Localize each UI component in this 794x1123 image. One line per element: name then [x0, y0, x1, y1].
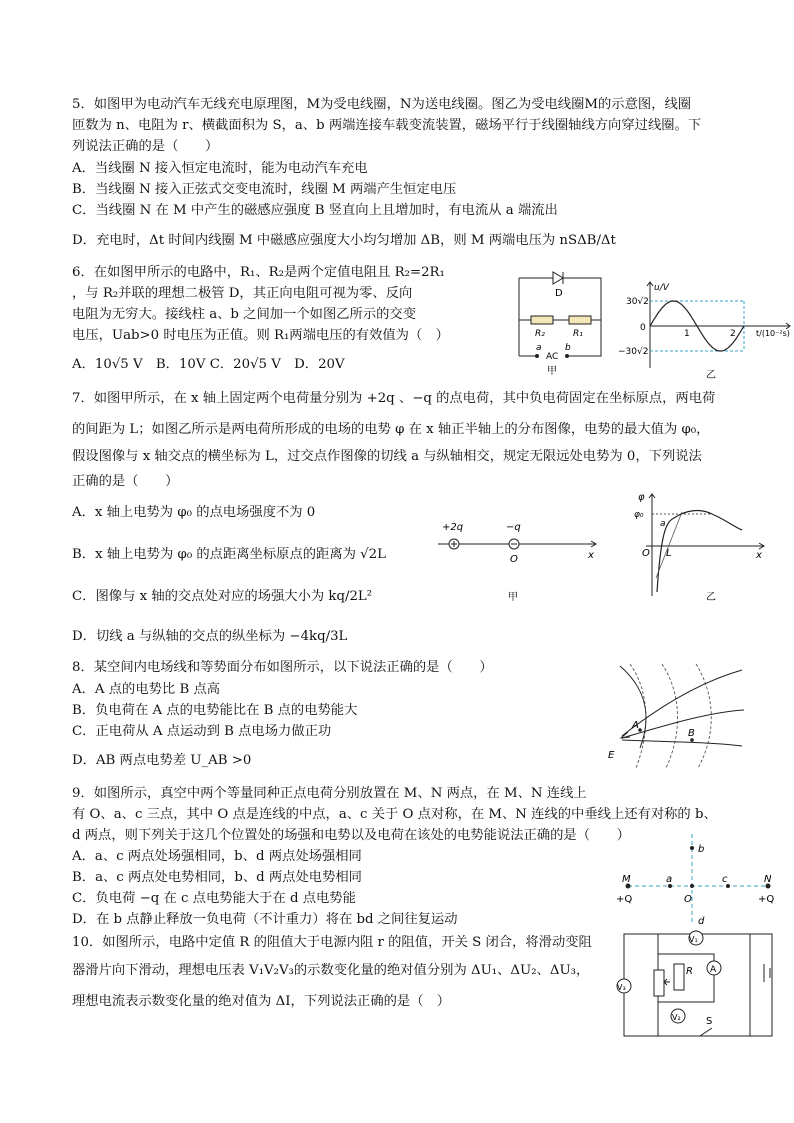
q7-label-phi: φ	[638, 492, 645, 503]
q6-xlabel: t/(10⁻²s)	[756, 329, 790, 338]
resistor-r2-icon	[531, 316, 553, 324]
q6-label-r1: R₁	[573, 329, 583, 339]
q7-caption-yi: 乙	[706, 592, 716, 603]
q9-label-b: b	[698, 844, 705, 855]
q5-option-d: D．充电时，Δt 时间内线圈 M 中磁感应强度大小均匀增加 ΔB，则 M 两端电压为 nSΔB/Δt	[72, 233, 616, 248]
rheostat-icon	[654, 970, 664, 996]
q10-label-v3: V₃	[617, 983, 626, 992]
q6-label-d: D	[555, 288, 563, 299]
q10-label-v2: V₂	[672, 1013, 681, 1022]
q7-label-phi0: φ₀	[634, 510, 644, 520]
q5-stem-line-3: 列说法正确的是（ ）	[72, 139, 219, 154]
q8-option-d: D．AB 两点电势差 U_AB >0	[72, 753, 252, 768]
resistor-r-icon	[674, 964, 684, 990]
q8-option-b: B．负电荷在 A 点的电势能比在 B 点的电势能大	[72, 703, 358, 718]
q6-tick-t2: 2	[730, 329, 736, 339]
q7-option-a: A．x 轴上电势为 φ₀ 的点电场强度不为 0	[72, 505, 316, 520]
q7-label-n: −q	[506, 522, 521, 533]
q7-label-l: L	[666, 548, 672, 559]
q7-option-c: C．图像与 x 轴的交点处对应的场强大小为 kq/2L²	[72, 589, 373, 604]
q6-stem-line-4: 电压，Uab>0 时电压为正值。则 R₁两端电压的有效值为（ ）	[72, 328, 449, 343]
q7-label-o: O	[642, 548, 650, 559]
q10-label-a: A	[710, 965, 717, 975]
q7-stem-line-1: 7．如图甲所示，在 x 轴上固定两个电荷量分别为 +2q 、−q 的点电荷，其中负电荷固定在坐标原点，两电荷	[72, 391, 716, 406]
q5-stem-line-2: 匝数为 n、电阻为 r、横截面积为 S，a、b 两端连接车载变流装置，磁场平行于线圈轴线方向穿过线圈。下	[72, 118, 702, 133]
q7-option-b: B．x 轴上电势为 φ₀ 的点距离坐标原点的距离为 √2L	[72, 547, 386, 562]
q7-potential-graph	[628, 492, 768, 604]
q9-stem-line-1: 9．如图所示，真空中两个等量同种正点电荷分别放置在 M、N 两点，在 M、N 连线上	[72, 786, 587, 801]
q10-label-r: R	[686, 966, 693, 977]
q6-label-b: b	[565, 343, 571, 353]
q7-label-x: x	[588, 550, 594, 561]
q9-option-b: B．a、c 两点处电势相同，b、d 两点处电势相同	[72, 870, 362, 885]
q10-label-v1: V₁	[689, 935, 698, 944]
q6-ylabel: u/V	[654, 283, 669, 293]
q6-stem-line-3: 电阻为无穷大。接线柱 a、b 之间加一个如图乙所示的交变	[72, 307, 417, 322]
q8-option-a: A．A 点的电势比 B 点高	[72, 682, 221, 697]
q6-voltage-graph	[618, 280, 794, 380]
q9-label-m: M	[622, 874, 631, 885]
q7-label-p: +2q	[442, 522, 464, 533]
q8-stem: 8．某空间内电场线和等势面分布如图所示，以下说法正确的是（ ）	[72, 660, 493, 675]
q7-stem-line-4: 正确的是（ ）	[72, 474, 179, 489]
q9-option-c: C．负电荷 −q 在 c 点电势能大于在 d 点电势能	[72, 891, 356, 906]
q6-stem-line-1: 6．在如图甲所示的电路中，R₁、R₂是两个定值电阻且 R₂=2R₁	[72, 265, 445, 280]
q7-charges-figure	[436, 516, 600, 602]
q6-circuit-figure	[505, 268, 615, 380]
q7-option-d: D．切线 a 与纵轴的交点的纵坐标为 −4kq/3L	[72, 629, 348, 644]
q9-label-qm: +Q	[616, 894, 633, 905]
q7-caption-jia: 甲	[508, 592, 518, 602]
q5-stem-line-1: 5．如图甲为电动汽车无线充电原理图，M为受电线圈，N为送电线圈。图乙为受电线圈M的示意图，线圈	[72, 97, 692, 112]
q9-label-n: N	[764, 874, 772, 885]
q9-charges-figure	[612, 832, 782, 926]
q6-caption-jia: 甲	[547, 366, 557, 377]
diode-icon	[553, 272, 563, 284]
q10-stem-line-3: 理想电流表示数变化量的绝对值为 ΔI，下列说法正确的是（ ）	[72, 994, 451, 1009]
q7-label-a: a	[660, 519, 666, 529]
q6-tick-bottom: −30√2	[618, 347, 649, 357]
q8-label-b: B	[688, 728, 695, 739]
q5-option-c: C．当线圈 N 在 M 中产生的磁感应强度 B 竖直向上且增加时，有电流从 a 端流出	[72, 203, 558, 218]
resistor-r1-icon	[569, 316, 591, 324]
q7-label-o: O	[510, 554, 518, 565]
q6-options: A．10√5 V B．10V C．20√5 V D．20V	[72, 357, 345, 372]
q10-label-s: S	[706, 1016, 713, 1027]
q6-tick-top: 30√2	[626, 297, 649, 307]
q5-option-a: A．当线圈 N 接入恒定电流时，能为电动汽车充电	[72, 161, 368, 176]
q8-label-a: A	[632, 720, 639, 731]
q8-label-e: E	[608, 750, 615, 761]
q7-label-x: x	[756, 550, 762, 561]
q9-label-c: c	[722, 874, 728, 885]
q8-option-c: C．正电荷从 A 点运动到 B 点电场力做正功	[72, 724, 332, 739]
q7-stem-line-2: 的间距为 L；如图乙所示是两电荷所形成的电场的电势 φ 在 x 轴正半轴上的分布图像，电势的最大值为 φ₀，	[72, 422, 710, 437]
q9-option-a: A．a、c 两点处场强相同，b、d 两点处场强相同	[72, 849, 362, 864]
q6-label-ac: AC	[546, 352, 559, 362]
q6-stem-line-2: ，与 R₂并联的理想二极管 D，其正向电阻可视为零、反向	[72, 286, 413, 301]
q6-label-a: a	[536, 343, 542, 353]
q10-stem-line-2: 器滑片向下滑动，理想电压表 V₁V₂V₃的示数变化量的绝对值分别为 ΔU₁、ΔU₂、ΔU₃，	[72, 963, 590, 978]
q9-label-qn: +Q	[758, 894, 775, 905]
q6-tick-t1: 1	[684, 329, 690, 339]
q10-circuit-figure	[610, 924, 786, 1040]
q9-stem-line-2: 有 O、a、c 三点，其中 O 点是连线的中点，a、c 关于 O 点对称，在 M、N 连线的中垂线上还有对称的 b、	[72, 807, 717, 822]
q10-stem-line-1: 10．如图所示，电路中定值 R 的阻值大于电源内阻 r 的阻值，开关 S 闭合，将滑动变阻	[72, 935, 592, 950]
q9-label-a: a	[666, 874, 673, 885]
switch-s-icon	[700, 1028, 712, 1036]
q9-label-d: d	[698, 916, 705, 926]
q7-stem-line-3: 假设图像与 x 轴交点的横坐标为 L，过交点作图像的切线 a 与纵轴相交，规定无限远处电势为 0，下列说法	[72, 449, 702, 464]
q9-stem-line-3: d 两点，则下列关于这几个位置处的场强和电势以及电荷在该处的电势能说法正确的是（ ）	[72, 828, 630, 843]
q6-label-r2: R₂	[535, 329, 545, 339]
q6-tick-zero: 0	[640, 323, 646, 333]
q8-field-figure	[600, 662, 750, 770]
q6-caption-yi: 乙	[706, 370, 716, 380]
q5-option-b: B．当线圈 N 接入正弦式交变电流时，线圈 M 两端产生恒定电压	[72, 182, 457, 197]
q9-option-d: D．在 b 点静止释放一负电荷（不计重力）将在 bd 之间往复运动	[72, 912, 458, 927]
q9-label-o: O	[684, 894, 692, 905]
